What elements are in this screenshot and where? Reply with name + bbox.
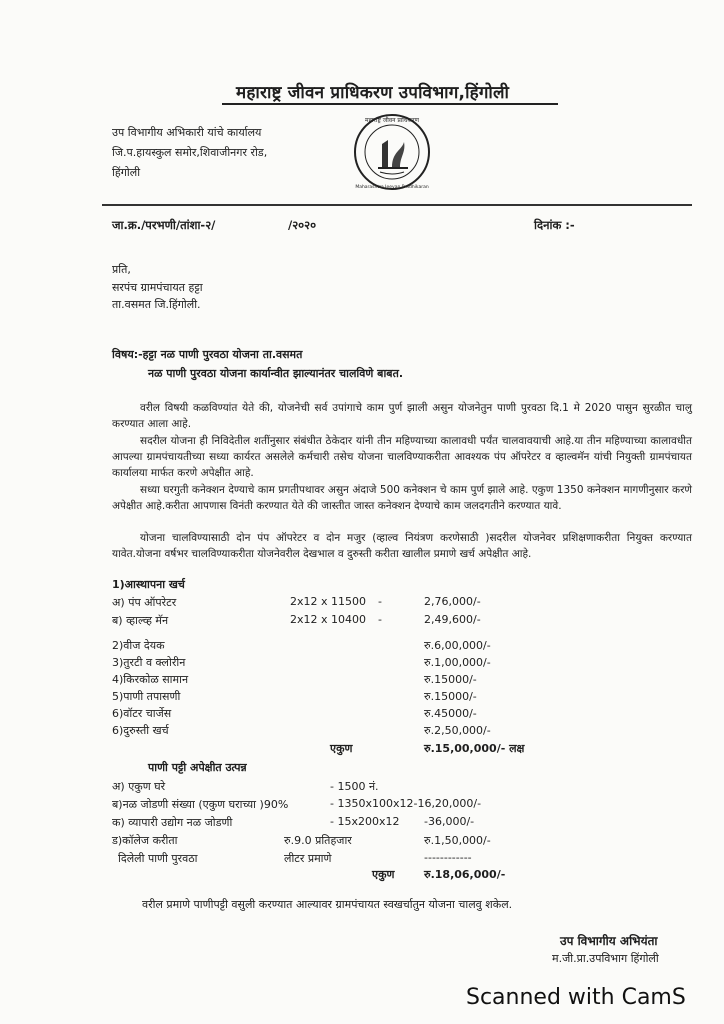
office-seal-icon <box>352 112 432 192</box>
office-line-1: उप विभागीय अभिकारी यांचे कार्यालय <box>112 126 262 139</box>
income-row-mid: लीटर प्रमाणे <box>284 852 332 865</box>
office-line-2: जि.प.हायस्कुल समोर,शिवाजीनगर रोड, <box>112 146 268 159</box>
expense-item-amount: रु.45000/- <box>424 707 477 720</box>
income-row-amount: ------------ <box>424 851 472 864</box>
staff-calc: 2x12 x 11500 <box>290 595 367 608</box>
expense-item-label: 3)तुरटी व क्लोरीन <box>112 656 186 669</box>
scanner-watermark: Scanned with CamS <box>466 985 686 1010</box>
staff-dash: - <box>378 595 382 608</box>
addressee-line-2: सरपंच ग्रामपंचायत हट्टा <box>112 281 203 294</box>
svg-text:महाराष्ट्र जीवन प्राधिकरण: महाराष्ट्र जीवन प्राधिकरण <box>365 117 419 124</box>
staff-calc: 2x12 x 10400 <box>290 613 367 626</box>
signature-office: म.जी.प्रा.उपविभाग हिंगोली <box>552 952 659 965</box>
income-heading: पाणी पट्टी अपेक्षीत उत्पन्न <box>148 761 247 774</box>
date-label: दिनांक :- <box>534 218 575 232</box>
income-row-label: क) व्यापारी उद्योग नळ जोडणी <box>112 816 233 829</box>
income-row-calc: - 15x200x12 <box>330 815 400 828</box>
income-row-amount: -36,000/- <box>424 815 475 828</box>
body-paragraph-4: योजना चालविण्यासाठी दोन पंप ऑपरेटर व दोन मजुर (व्हाल्व नियंत्रण करणेसाठी )सदरील योजनेवर प्रशिक्षणाकरीता नियुक्त करण्यात यावेत.योजना वर्षभर चालविण्याकरीता योजनेवरील देखभाल व दुरुस्ती करीता खालील प्रमाणे खर्च अपेक्षीत आहे. <box>112 532 692 560</box>
title-underline <box>222 103 558 105</box>
expense-item-label: 2)वीज देयक <box>112 639 165 652</box>
addressee-line-3: ता.वसमत जि.हिंगोली. <box>112 298 201 311</box>
income-row-label: ड)कॉलेज करीता <box>112 834 178 847</box>
expense-item-label: 6)वॉटर चार्जेस <box>112 707 172 720</box>
subject-line-1: विषय:-हट्टा नळ पाणी पुरवठा योजना ता.वसमत <box>112 348 303 361</box>
expenses-heading: 1)आस्थापना खर्च <box>112 578 185 591</box>
staff-label: ब) व्हाल्व्ह मॅन <box>112 614 169 627</box>
page-title: महाराष्ट्र जीवन प्राधिकरण उपविभाग,हिंगोली <box>236 83 510 103</box>
subject-line-2: नळ पाणी पुरवठा योजना कार्यान्वीत झाल्यानंतर चालविणे बाबत. <box>148 367 404 380</box>
income-total: रु.18,06,000/- <box>424 868 506 881</box>
expense-item-label: 4)किरकोळ सामान <box>112 673 189 686</box>
addressee-line-1: प्रति, <box>112 263 131 276</box>
staff-amount: 2,76,000/- <box>424 595 481 608</box>
income-row-label: दिलेली पाणी पुरवठा <box>118 852 198 865</box>
income-row-label: ब)नळ जोडणी संख्या (एकुण घराच्या )90% <box>112 798 289 811</box>
body-paragraph-3: सध्या घरगुती कनेक्शन देण्याचे काम प्रगतीपथावर असुन अंदाजे 500 कनेक्शन चे काम पुर्ण झाले आहे. एकुण 1350 कनेक्शन मागणीनुसार करणे अपेक्षीत आहे.करीता आपणास विनंती करण्यात येते की जास्तीत जास्त कनेक्शन देण्याचे काम जलदगतीने करण्यात यावे. <box>112 484 692 512</box>
staff-label: अ) पंप ऑपरेटर <box>112 596 177 609</box>
expense-item-amount: रु.6,00,000/- <box>424 639 491 652</box>
expenses-total: रु.15,00,000/- लक्ष <box>424 742 525 755</box>
income-row-label: अ) एकुण घरे <box>112 780 166 793</box>
expense-item-amount: रु.1,00,000/- <box>424 656 491 669</box>
reference-year: /२०२० <box>288 218 317 232</box>
reference-number: जा.क्र./परभणी/तांशा-२/ <box>112 218 216 232</box>
body-paragraph-2: सदरील योजना ही निविदेतील शतींनुसार संबंधीत ठेकेदार यांनी तीन महिण्याच्या कालावधी पर्यंत चालवावयाची आहे.या तीन महिण्याच्या कालावधीत आपल्या ग्रामपंचायतीच्या सध्या कार्यरत असलेले कर्मचारी तसेच योजना चालविण्याकरीता आवश्यक पंप ऑपरेटर व व्हाल्वमॅन यांची नियुक्ती ग्रामपंचायत कार्यालया मार्फत करणे अपेक्षीत आहे. <box>112 435 692 479</box>
expense-item-amount: रु.15000/- <box>424 673 477 686</box>
closing-text: वरील प्रमाणे पाणीपट्टी वसुली करण्यात आल्यावर ग्रामपंचायत स्वखर्चातुन योजना चालवु शकेल. <box>142 898 513 911</box>
income-row-mid: रु.9.0 प्रतिहजार <box>284 834 352 847</box>
staff-amount: 2,49,600/- <box>424 613 481 626</box>
expense-item-label: 5)पाणी तपासणी <box>112 690 181 703</box>
income-row-amount: रु.1,50,000/- <box>424 834 491 847</box>
expense-item-label: 6)दुरुस्ती खर्च <box>112 724 169 737</box>
expenses-total-label: एकुण <box>330 742 353 755</box>
income-row-calc: - 1350x100x12-16,20,000/- <box>330 797 482 810</box>
seal-text: Maharashtra Jeevan Pradhikaran <box>355 185 429 190</box>
signature-designation: उप विभागीय अभियंता <box>560 934 658 948</box>
office-line-3: हिंगोली <box>112 166 141 179</box>
income-total-label: एकुण <box>372 868 395 881</box>
income-row-calc: - 1500 नं. <box>330 780 379 793</box>
body-paragraph-1: वरील विषयी कळविण्यांत येते की, योजनेची सर्व उपांगाचे काम पुर्ण झाली असुन योजनेतुन पाणी पुरवठा दि.1 मे 2020 पासुन सुरळीत चालु करण्यात आला आहे. <box>112 402 692 430</box>
expense-item-amount: रु.15000/- <box>424 690 477 703</box>
expense-item-amount: रु.2,50,000/- <box>424 724 491 737</box>
header-rule <box>102 204 692 206</box>
staff-dash: - <box>378 613 382 626</box>
